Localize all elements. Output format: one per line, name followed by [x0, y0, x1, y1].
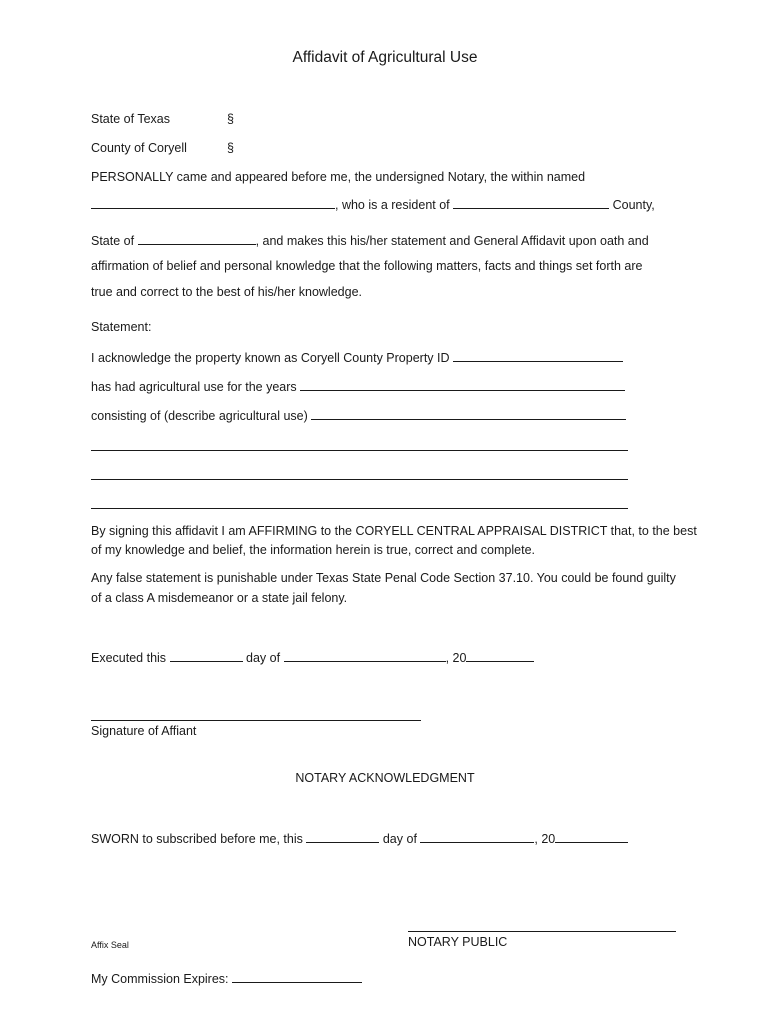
signature-line[interactable] [91, 720, 421, 721]
sworn-day-of: day of [382, 832, 417, 846]
executed-year-blank[interactable] [466, 649, 534, 662]
executed-day-blank[interactable] [170, 649, 243, 662]
sworn-year-prefix: , 20 [534, 832, 556, 846]
describe-line [91, 407, 626, 423]
commission-blank[interactable] [232, 970, 362, 983]
affirm-line: By signing this affidavit I am AFFIRMING to the CORYELL CENTRAL APPRAISAL DISTRICT that, to the best [91, 524, 697, 538]
years-blank[interactable] [300, 378, 625, 391]
describe-label: consisting of (describe agricultural use) [91, 409, 308, 423]
property-id-blank[interactable] [453, 349, 623, 362]
notary-signature-line[interactable] [408, 931, 676, 932]
intro-state-line [91, 232, 649, 248]
commission-line [91, 970, 362, 986]
affirm-line: of my knowledge and belief, the information herein is true, correct and complete. [91, 543, 535, 557]
county-suffix: County, [612, 198, 655, 212]
description-rule[interactable] [91, 479, 628, 480]
sworn-prefix: SWORN to subscribed before me, this [91, 832, 303, 846]
notary-public-label: NOTARY PUBLIC [408, 935, 508, 949]
state-suffix: , and makes this his/her statement and General Affidavit upon oath and [255, 234, 649, 248]
name-blank[interactable] [91, 196, 335, 209]
section-symbol: § [227, 141, 234, 155]
venue-county: County of Coryell [91, 141, 187, 155]
statement-heading: Statement: [91, 320, 152, 334]
years-line [91, 378, 625, 394]
penalty-line: Any false statement is punishable under Texas State Penal Code Section 37.10. You could be found guilty [91, 571, 676, 585]
executed-year-prefix: , 20 [445, 651, 467, 665]
document-title: Affidavit of Agricultural Use [292, 49, 478, 66]
intro-resident-line [91, 196, 655, 212]
sworn-line [91, 830, 628, 846]
property-id-label: I acknowledge the property known as Coryell County Property ID [91, 351, 450, 365]
resident-text: , who is a resident of [335, 198, 450, 212]
state-blank[interactable] [138, 232, 256, 245]
intro-line: true and correct to the best of his/her knowledge. [91, 285, 362, 299]
executed-month-blank[interactable] [284, 649, 446, 662]
section-symbol: § [227, 112, 234, 126]
description-rule[interactable] [91, 508, 628, 509]
describe-blank[interactable] [311, 407, 626, 420]
county-blank[interactable] [453, 196, 609, 209]
commission-label: My Commission Expires: [91, 972, 229, 986]
affix-seal-label: Affix Seal [91, 940, 129, 950]
intro-line: PERSONALLY came and appeared before me, the undersigned Notary, the within named [91, 170, 586, 184]
signature-label: Signature of Affiant [91, 724, 197, 738]
years-label: has had agricultural use for the years [91, 380, 297, 394]
executed-day-of: day of [246, 651, 281, 665]
intro-line: affirmation of belief and personal knowledge that the following matters, facts and things set forth are [91, 259, 643, 273]
description-rule[interactable] [91, 450, 628, 451]
executed-line [91, 649, 534, 665]
state-prefix: State of [91, 234, 135, 248]
sworn-month-blank[interactable] [420, 830, 534, 843]
property-id-line [91, 349, 623, 365]
penalty-line: of a class A misdemeanor or a state jail felony. [91, 591, 348, 605]
sworn-day-blank[interactable] [306, 830, 379, 843]
venue-state: State of Texas [91, 112, 170, 126]
executed-prefix: Executed this [91, 651, 167, 665]
notary-heading: NOTARY ACKNOWLEDGMENT [295, 771, 475, 785]
sworn-year-blank[interactable] [555, 830, 628, 843]
